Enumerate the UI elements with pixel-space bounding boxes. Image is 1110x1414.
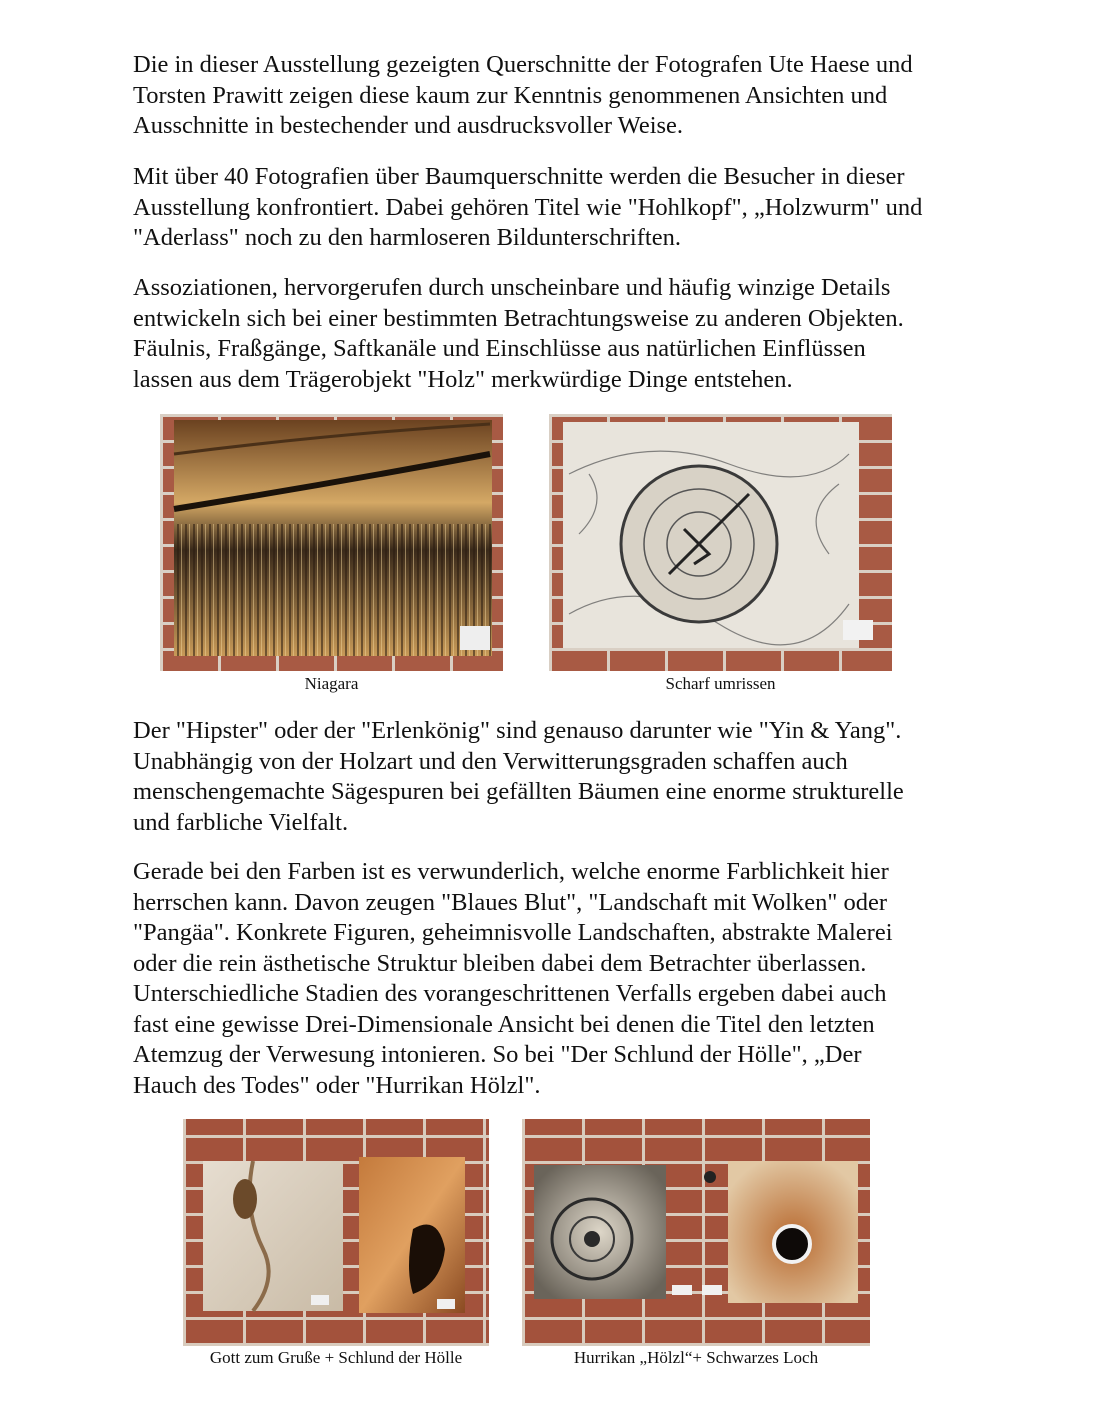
caption-scharf-umrissen: Scharf umrissen	[665, 674, 776, 693]
hurrikan-loch-artwork	[522, 1119, 870, 1346]
photo-niagara	[160, 414, 503, 671]
photo-scharf-umrissen	[549, 414, 892, 671]
photo-hurrikan-schwarzes-loch	[522, 1119, 870, 1346]
caption-niagara: Niagara	[304, 674, 359, 693]
hipster-paragraph: Der "Hipster" oder der "Erlenkönig" sind genauso darunter wie "Yin & Yang". Unabhängig von der Holzart und den Verwitterungsgraden schaffen auch menschengemachte Sägespuren bei gefällten Bäumen eine enorme strukturelle und farbliche Vielfalt.	[133, 717, 904, 836]
associations-paragraph: Assoziationen, hervorgerufen durch unscheinbare und häufig winzige Details entwickeln sich bei einer bestimmten Betrachtungsweise zu anderen Objekten. Fäulnis, Fraßgänge, Saftkanäle und Einschlüsse aus natürlichen Einflüssen lassen aus dem Trägerobjekt "Holz" merkwürdige Dinge entstehen.	[133, 274, 904, 393]
count-paragraph: Mit über 40 Fotografien über Baumquerschnitte werden die Besucher in dieser Ausstellung konfrontiert. Dabei gehören Titel wie "Hohlkopf", „Holzwurm" und "Aderlass" noch zu den harmloseren Bildunterschriften.	[133, 163, 923, 251]
colors-paragraph: Gerade bei den Farben ist es verwunderlich, welche enorme Farblichkeit hier herrschen kann. Davon zeugen "Blaues Blut", "Landschaft mit Wolken" oder "Pangäa". Konkrete Figuren, geheimnisvolle Landschaften, abstrakte Malerei oder die rein ästhetische Struktur bleiben dabei dem Betrachter überlassen. Unterschiedliche Stadien des vorangeschrittenen Verfalls ergeben dabei auch fast eine gewisse Drei-Dimensionale Ansicht bei denen die Titel den letzten Atemzug der Verwesung intonieren. So bei "Der Schlund der Hölle", „Der Hauch des Todes" oder "Hurrikan Hölzl".	[133, 858, 893, 1099]
scharf-umrissen-artwork	[549, 414, 892, 671]
niagara-artwork	[160, 414, 503, 671]
gott-schlund-artwork	[183, 1119, 489, 1346]
caption-gott-schlund: Gott zum Gruße + Schlund der Hölle	[209, 1348, 463, 1367]
intro-paragraph: Die in dieser Ausstellung gezeigten Querschnitte der Fotografen Ute Haese und Torsten Prawitt zeigen diese kaum zur Kenntnis genommenen Ansichten und Ausschnitte in bestechender und ausdrucksvoller Weise.	[133, 51, 913, 139]
caption-hurrikan-loch: Hurrikan „Hölzl“+ Schwarzes Loch	[573, 1348, 819, 1367]
photo-gott-zum-grusse-schlund	[183, 1119, 489, 1346]
